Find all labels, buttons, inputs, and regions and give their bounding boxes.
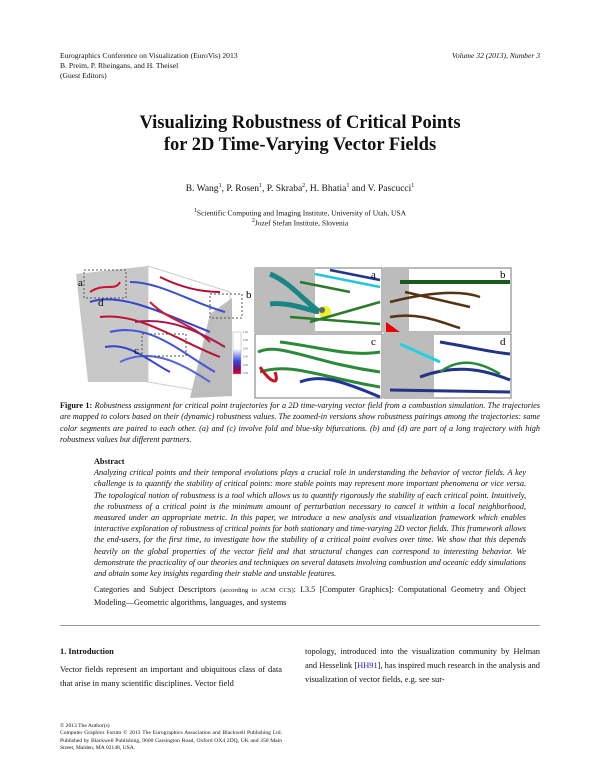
affiliation xyxy=(0,208,600,218)
author-affiliation: 1 xyxy=(259,183,263,189)
panel-c xyxy=(255,334,382,398)
categories xyxy=(94,584,526,608)
panel-label-a: a xyxy=(371,269,376,281)
panel-label-b: b xyxy=(500,269,506,281)
author-affiliation: 1 xyxy=(411,183,415,189)
aff-num: 1 xyxy=(193,208,197,214)
figure-1 xyxy=(60,262,540,400)
colorbar-tick: 0.60 xyxy=(243,347,248,351)
intro-text: topology, introduced into the visualization community by Helman and Hesselink [ xyxy=(305,647,540,670)
author-name: B. Wang xyxy=(185,184,219,195)
categories-note: (according to ACM CCS) xyxy=(220,587,294,595)
intro-text: ], has inspired much research in the analysis and visualization of vector fields, e.g. see sur- xyxy=(305,660,540,684)
3d-trajectory-view xyxy=(76,266,252,398)
panel-label-c: c xyxy=(371,336,376,348)
author-affiliation: 1 xyxy=(346,183,350,189)
editors: B. Preim, P. Rheingans, and H. Theisel xyxy=(60,61,179,70)
abstract xyxy=(94,456,526,608)
conference-header xyxy=(60,51,238,81)
author-affiliation: 2 xyxy=(302,183,306,189)
aff-text: Scientific Computing and Imaging Institute, University of Utah, USA xyxy=(196,208,407,218)
title-line: Visualizing Robustness of Critical Points xyxy=(139,113,461,133)
categories-label: Categories and Subject Descriptors xyxy=(94,585,216,595)
intro-right-column xyxy=(305,645,540,686)
colorbar-tick: 0.20 xyxy=(243,363,248,367)
copyright-line: © 2013 The Author(s) xyxy=(60,723,110,729)
author-list: B. Wang$^1$, P. Rosen$^1$, P. Skraba$^2$, H. Bhatia$^1$ and V. Pascucci$^1$ xyxy=(185,183,415,195)
caption-label: Figure 1: xyxy=(60,401,93,410)
panel-label-d: d xyxy=(500,336,506,348)
abstract-text: Analyzing critical points and their temporal evolutions plays a crucial role in understanding the behavior of vector fields. A key challenge is to quantify the stability of critical points: more stable points may represent more important phenomena or vice versa. The topological notion of robustness is a tool which allows us to quantify rigorously the stability of each critical point. Intuitively, the robustness of a critical point is the minimum amount of perturbation necessary to cancel it within a local neighborhood, measured under an appropriate metric. In this paper, we introduce a new analysis and visualization framework which enables interactive exploration of robustness of critical points for both stationary and time-varying 2D vector fields. This framework allows the end-users, for the first time, to investigate how the stability of a critical point evolves over time. We show that this depends heavily on the global properties of the vector field and that structural changes can correspond to interesting behavior. We demonstrate the practicality of our theories and techniques on several datasets involving combustion and oceanic eddy simulations and obtain some key insights regarding their stable and unstable features. xyxy=(94,468,526,579)
colorbar-tick: 1.00 xyxy=(243,331,248,334)
author-name: H. Bhatia xyxy=(309,184,347,195)
zoom-panels xyxy=(255,268,511,398)
title-line: for 2D Time-Varying Vector Fields xyxy=(163,135,437,155)
author-affiliation: 1 xyxy=(218,183,222,189)
conference-name: Eurographics Conference on Visualization (EuroVis) 2013 xyxy=(60,51,238,60)
label-a: a xyxy=(78,277,83,289)
copyright-footer xyxy=(60,723,282,753)
abstract-heading: Abstract xyxy=(94,457,125,466)
section-heading: 1. Introduction xyxy=(60,647,114,656)
aff-text: Jozef Stefan Institute, Slovenia xyxy=(254,218,349,228)
figure-caption xyxy=(60,400,540,446)
author-name: P. Skraba xyxy=(266,184,303,195)
intro-left-column xyxy=(60,645,282,690)
guest-editors: (Guest Editors) xyxy=(60,71,107,80)
colorbar-tick: 0.80 xyxy=(243,339,248,343)
page-title xyxy=(0,112,600,156)
publisher-info: Computer Graphics Forum © 2013 The Eurographics Association and Blackwell Publishing Ltd. Published by Blackwell Publishing, 9600 Garsington Road, Oxford OX4 2DQ, UK and 350 Main Street, Malden, MA 02148, USA. xyxy=(60,730,282,752)
author-name: P. Rosen xyxy=(226,184,260,195)
colorbar-tick: 0.00 xyxy=(243,372,248,375)
categories-text: : I.3.5 [Computer Graphics]: Computational Geometry and Object Modeling—Geometric algorithms, languages, and systems xyxy=(94,585,527,607)
colorbar xyxy=(233,332,241,374)
affiliation xyxy=(0,218,600,228)
divider xyxy=(60,625,540,626)
author-name: V. Pascucci xyxy=(367,184,412,195)
volume-info: Volume 32 (2013), Number 3 xyxy=(452,51,540,60)
aff-num: 2 xyxy=(251,218,255,224)
intro-text: Vector fields represent an important and ubiquitous class of data that arise in many scientific disciplines. Vector field xyxy=(60,664,282,688)
caption-text: Robustness assignment for critical point trajectories for a 2D time-varying vector field from a combustion simulation. The trajectories are mapped to colors based on their (dynamic) robustness values. The zoomed-in versions show robustness pairings among the trajectories: same color segments are paired to each other. (a) and (c) involve fold and blue-sky bifurcations. (b) and (d) are part of a long trajectory with high robustness values but different partners. xyxy=(60,401,540,445)
citation-link[interactable]: HH91 xyxy=(357,660,378,670)
colorbar-tick: 0.40 xyxy=(243,355,248,359)
label-c: c xyxy=(134,345,139,357)
label-b: b xyxy=(246,289,252,301)
label-d: d xyxy=(98,297,104,309)
